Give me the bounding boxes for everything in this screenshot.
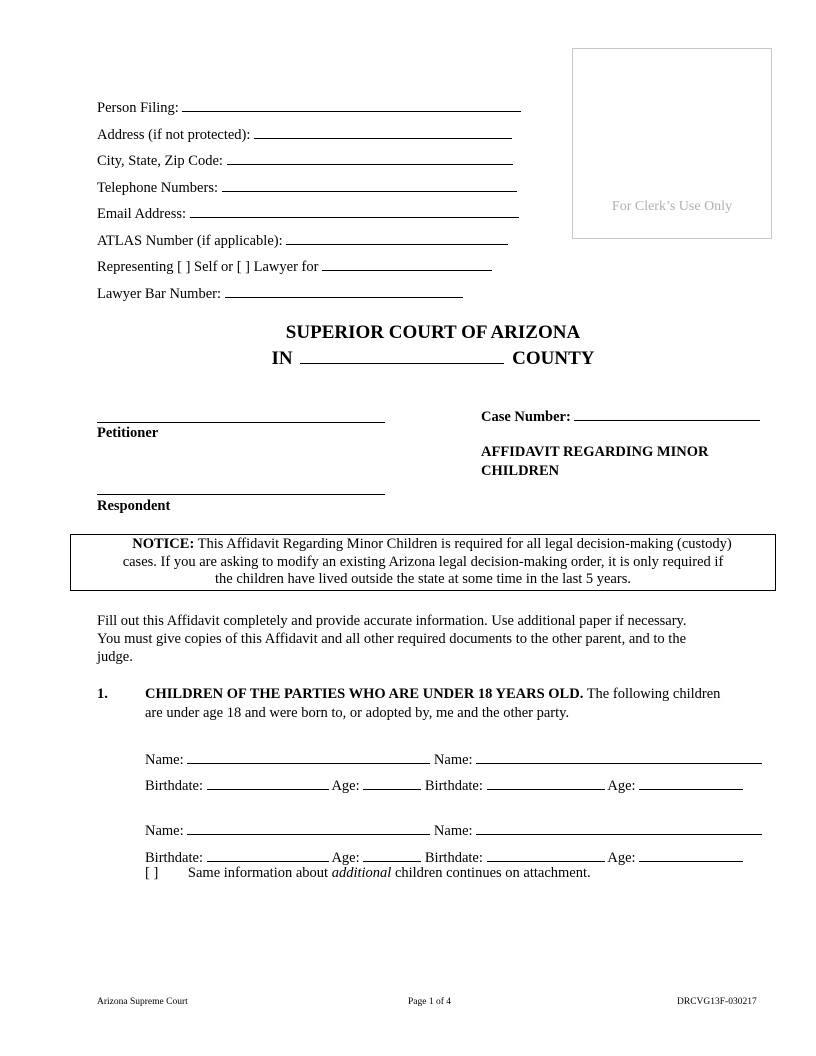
city-state-zip-label: City, State, Zip Code: xyxy=(97,153,223,169)
child3-age-label: Age: xyxy=(331,850,360,866)
atlas-line[interactable] xyxy=(286,230,508,245)
email-line[interactable] xyxy=(190,203,519,218)
child2-birthdate-line[interactable] xyxy=(487,775,605,790)
address-field[interactable] xyxy=(97,124,512,144)
notice-label: NOTICE: xyxy=(132,536,195,552)
case-number-label: Case Number: xyxy=(481,409,571,425)
address-label: Address (if not protected): xyxy=(97,127,251,143)
representing-field[interactable] xyxy=(97,256,492,276)
child3-name-line[interactable] xyxy=(187,820,430,835)
clerk-use-label: For Clerk’s Use Only xyxy=(611,199,733,214)
notice-text1: This Affidavit Regarding Minor Children is required for all legal decision-making (custody) xyxy=(197,536,732,552)
child1-age-line[interactable] xyxy=(363,775,421,790)
child2-age-label: Age: xyxy=(607,778,636,794)
child2-birthdate-label: Birthdate: xyxy=(424,778,483,794)
representing-label: Representing [ ] Self or [ ] Lawyer for xyxy=(97,259,319,275)
child4-name-line[interactable] xyxy=(476,820,762,835)
child1-age-label: Age: xyxy=(331,778,360,794)
attachment-pre: Same information about xyxy=(187,865,329,881)
footer-left: Arizona Supreme Court xyxy=(97,997,188,1007)
petitioner-line[interactable] xyxy=(97,422,385,423)
child-birth-row-1 xyxy=(145,775,743,795)
attachment-checkbox[interactable]: [ ] xyxy=(145,865,159,881)
document-title xyxy=(481,443,708,481)
attachment-post: children continues on attachment. xyxy=(394,865,591,881)
person-filing-line[interactable] xyxy=(182,97,521,112)
child3-age-line[interactable] xyxy=(363,847,421,862)
court-county-label: COUNTY xyxy=(512,348,595,369)
atlas-field[interactable] xyxy=(97,230,508,250)
child3-birthdate-label: Birthdate: xyxy=(145,850,203,866)
court-title-line1: SUPERIOR COURT OF ARIZONA xyxy=(285,322,581,343)
section1-number: 1. xyxy=(97,686,108,702)
child1-name-label: Name: xyxy=(145,752,184,768)
county-line[interactable] xyxy=(300,345,504,364)
clerk-use-box xyxy=(572,48,772,239)
representing-line[interactable] xyxy=(322,256,492,271)
telephone-label: Telephone Numbers: xyxy=(97,180,218,196)
city-state-zip-field[interactable] xyxy=(97,150,513,170)
notice-line1 xyxy=(71,536,775,554)
telephone-line[interactable] xyxy=(222,177,517,192)
city-state-zip-line[interactable] xyxy=(227,150,513,165)
instructions-line2: You must give copies of this Affidavit and all other required documents to the other parent, and to the xyxy=(97,631,687,647)
child2-name-label: Name: xyxy=(433,752,473,768)
child4-age-line[interactable] xyxy=(639,847,743,862)
court-title-line2 xyxy=(0,345,816,371)
section1-text1: The following children xyxy=(586,686,721,702)
child3-birthdate-line[interactable] xyxy=(207,847,329,862)
footer-right: DRCVG13F-030217 xyxy=(677,997,757,1007)
attachment-row xyxy=(145,865,591,882)
child4-birthdate-label: Birthdate: xyxy=(424,850,483,866)
case-number-field[interactable] xyxy=(481,406,760,426)
child1-birthdate-line[interactable] xyxy=(207,775,329,790)
attachment-text xyxy=(188,865,591,881)
bar-number-label: Lawyer Bar Number: xyxy=(97,286,222,302)
notice-box xyxy=(70,534,776,591)
petitioner-label: Petitioner xyxy=(97,425,159,441)
footer-center: Page 1 of 4 xyxy=(408,997,452,1007)
child1-birthdate-label: Birthdate: xyxy=(145,778,203,794)
bar-number-field[interactable] xyxy=(97,283,463,303)
atlas-label: ATLAS Number (if applicable): xyxy=(97,233,283,249)
section1-heading-row xyxy=(145,686,720,703)
telephone-field[interactable] xyxy=(97,177,517,197)
notice-line3: the children have lived outside the state at some time in the last 5 years. xyxy=(215,571,631,587)
child4-birthdate-line[interactable] xyxy=(487,847,605,862)
instructions-line3: judge. xyxy=(97,649,133,665)
child4-name-label: Name: xyxy=(433,823,473,839)
child-name-row-1 xyxy=(145,749,762,769)
person-filing-label: Person Filing: xyxy=(97,100,179,116)
child3-name-label: Name: xyxy=(145,823,184,839)
section1-heading: CHILDREN OF THE PARTIES WHO ARE UNDER 18 YEARS OLD. xyxy=(145,686,584,702)
respondent-line[interactable] xyxy=(97,494,385,495)
section1-text2: are under age 18 and were born to, or adopted by, me and the other party. xyxy=(145,705,570,721)
child1-name-line[interactable] xyxy=(187,749,430,764)
attachment-em: additional xyxy=(331,865,392,881)
child-name-row-2 xyxy=(145,820,762,840)
document-title-line1: AFFIDAVIT REGARDING MINOR xyxy=(481,444,709,460)
notice-line2: cases. If you are asking to modify an existing Arizona legal decision-making order, it is only required if xyxy=(122,553,724,570)
person-filing-field[interactable] xyxy=(97,97,521,117)
bar-number-line[interactable] xyxy=(225,283,463,298)
instructions xyxy=(97,612,777,666)
case-number-line[interactable] xyxy=(574,406,760,421)
child-birth-row-2 xyxy=(145,847,743,867)
child2-name-line[interactable] xyxy=(476,749,762,764)
email-field[interactable] xyxy=(97,203,519,223)
email-label: Email Address: xyxy=(97,206,187,222)
document-title-line2: CHILDREN xyxy=(481,463,560,479)
child2-age-line[interactable] xyxy=(639,775,743,790)
child4-age-label: Age: xyxy=(607,850,636,866)
court-in-label: IN xyxy=(271,348,293,369)
address-line[interactable] xyxy=(254,124,512,139)
instructions-line1: Fill out this Affidavit completely and provide accurate information. Use additional paper if necessary. xyxy=(97,613,687,629)
respondent-label: Respondent xyxy=(97,498,171,514)
